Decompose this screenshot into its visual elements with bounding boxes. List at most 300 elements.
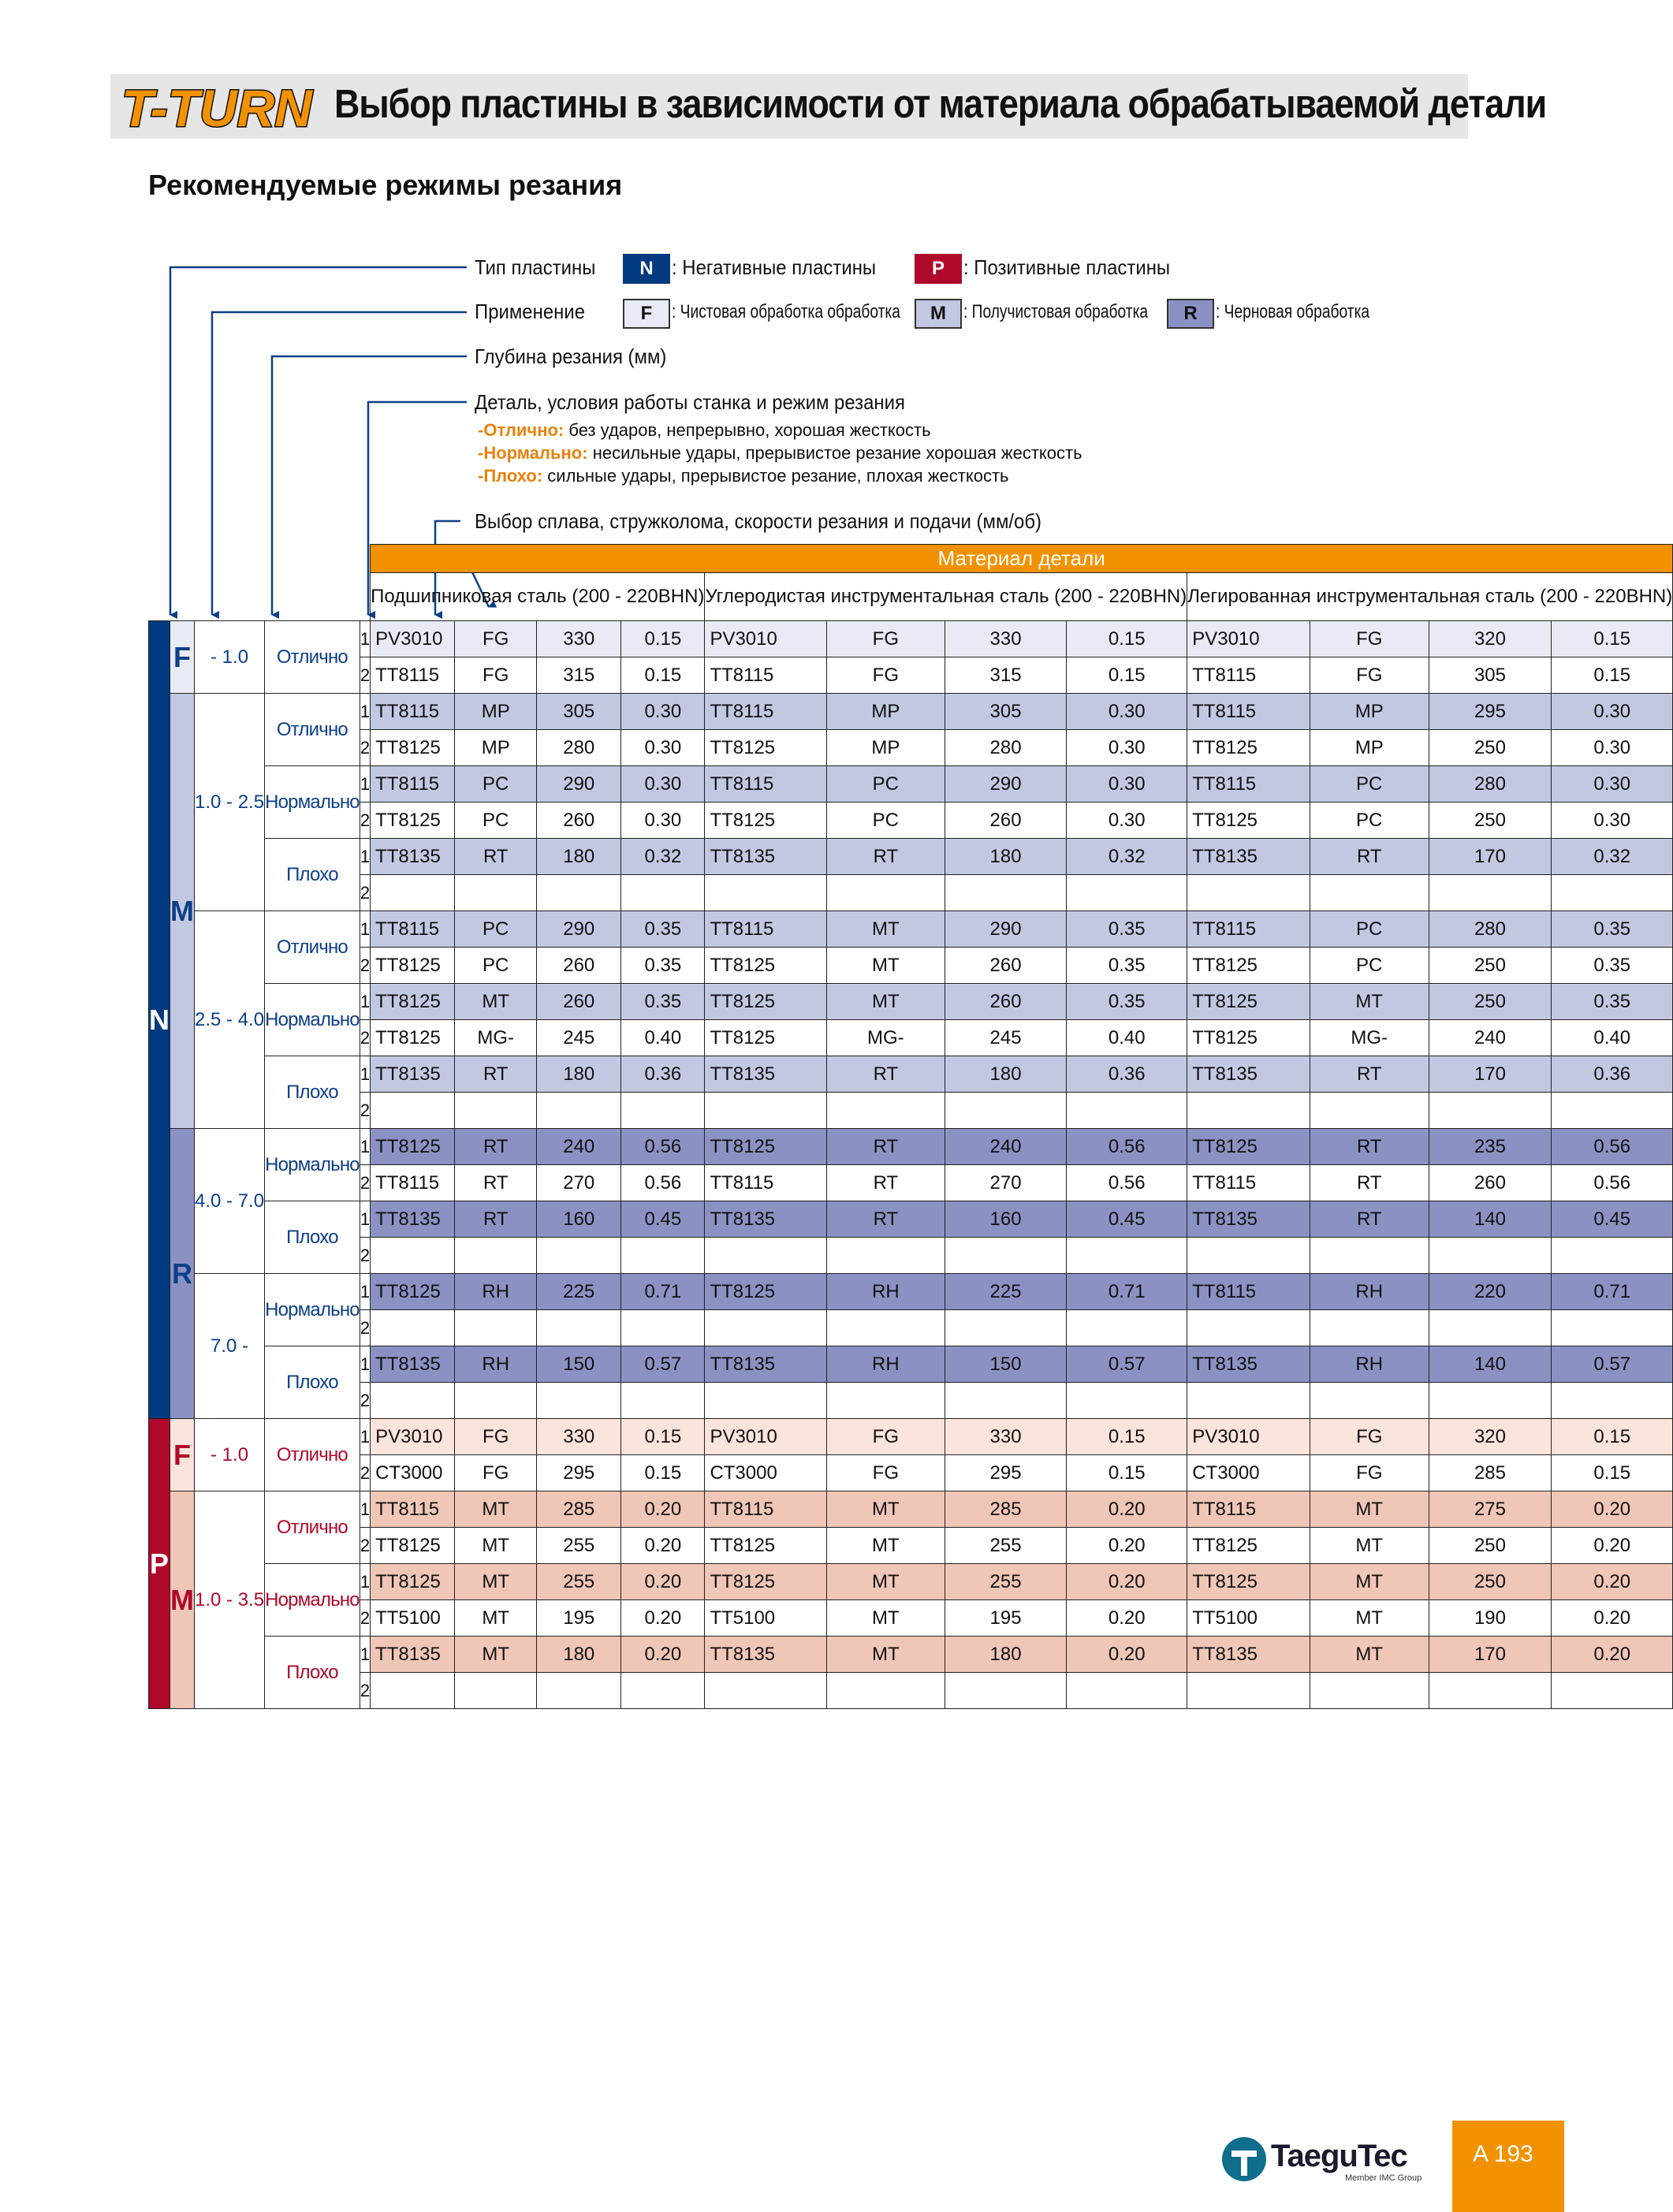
grade-cell: [371, 1238, 455, 1274]
chipbreaker-cell: MG-: [1310, 1020, 1429, 1056]
speed-cell: 225: [945, 1274, 1066, 1310]
chipbreaker-cell: PC: [1310, 766, 1429, 803]
chipbreaker-cell: [455, 1310, 537, 1346]
speed-cell: 255: [945, 1564, 1066, 1600]
feed-cell: 0.20: [1552, 1600, 1673, 1637]
chipbreaker-cell: RT: [455, 1056, 537, 1093]
option-index-cell: 2: [360, 875, 370, 911]
chipbreaker-cell: MT: [826, 1637, 945, 1673]
feed-cell: [1552, 875, 1673, 911]
feed-cell: 0.35: [621, 984, 705, 1020]
speed-cell: 180: [945, 1637, 1066, 1673]
chipbreaker-cell: PC: [826, 766, 945, 803]
chipbreaker-cell: RH: [1310, 1346, 1429, 1383]
speed-cell: 285: [1429, 1455, 1552, 1491]
chipbreaker-cell: MP: [826, 694, 945, 730]
grade-cell: PV3010: [371, 621, 455, 657]
chipbreaker-cell: RT: [826, 1056, 945, 1093]
grade-cell: TT8125: [1187, 1129, 1310, 1165]
feed-cell: 0.20: [621, 1528, 705, 1564]
finish-text: : Чистовая обработка обработка: [672, 301, 900, 322]
feed-cell: 0.15: [1552, 657, 1673, 694]
feed-cell: 0.15: [1552, 1419, 1673, 1455]
grade-cell: TT5100: [705, 1600, 826, 1637]
speed-cell: 295: [537, 1455, 621, 1491]
chipbreaker-cell: PC: [455, 911, 537, 948]
depth-cell: 2.5 - 4.0: [195, 911, 265, 1129]
grade-cell: [705, 1673, 826, 1709]
grade-cell: TT8115: [705, 1491, 826, 1528]
chipbreaker-cell: [1310, 1673, 1429, 1709]
grade-cell: TT8115: [371, 657, 455, 694]
chipbreaker-cell: MT: [1310, 984, 1429, 1020]
speed-cell: 180: [945, 839, 1066, 875]
grade-cell: [1187, 1310, 1310, 1346]
option-index-cell: 2: [360, 1455, 370, 1491]
condition-cell: Плохо: [265, 839, 360, 911]
table-row: [149, 1274, 1673, 1310]
table-row: [149, 1129, 1673, 1165]
application-cell: F: [170, 621, 195, 694]
grade-cell: CT3000: [1187, 1455, 1310, 1491]
condition-cell: Отлично: [265, 1491, 360, 1564]
speed-cell: 275: [1429, 1491, 1552, 1528]
table-row: [149, 839, 1673, 875]
feed-cell: [1067, 875, 1187, 911]
table-row: [149, 1637, 1673, 1673]
option-index-cell: 2: [360, 657, 370, 694]
speed-cell: 150: [537, 1346, 621, 1383]
positive-badge: P: [915, 254, 962, 284]
grade-cell: TT8135: [1187, 1346, 1310, 1383]
feed-cell: 0.20: [621, 1564, 705, 1600]
grade-cell: TT8125: [705, 984, 826, 1020]
condition-cell: Плохо: [265, 1346, 360, 1419]
grade-cell: TT8125: [1187, 730, 1310, 766]
speed-cell: 320: [1429, 1419, 1552, 1455]
grade-cell: TT8135: [705, 1056, 826, 1093]
speed-cell: 260: [537, 803, 621, 839]
chipbreaker-cell: RT: [826, 839, 945, 875]
feed-cell: 0.30: [1552, 803, 1673, 839]
speed-cell: 245: [945, 1020, 1066, 1056]
table-row: [149, 1491, 1673, 1528]
chipbreaker-cell: FG: [455, 657, 537, 694]
feed-cell: 0.40: [1552, 1020, 1673, 1056]
chipbreaker-cell: RH: [826, 1346, 945, 1383]
option-index-cell: 1: [360, 766, 370, 803]
grade-cell: TT8115: [371, 1491, 455, 1528]
grade-cell: TT8115: [1187, 1165, 1310, 1201]
grade-cell: [371, 875, 455, 911]
feed-cell: [1552, 1310, 1673, 1346]
option-index-cell: 2: [360, 948, 370, 984]
option-index-cell: 2: [360, 1600, 370, 1637]
chipbreaker-cell: [826, 875, 945, 911]
grade-cell: PV3010: [705, 621, 826, 657]
speed-cell: [537, 1310, 621, 1346]
grade-cell: [1187, 875, 1310, 911]
speed-cell: 160: [537, 1201, 621, 1238]
chipbreaker-cell: MT: [1310, 1491, 1429, 1528]
chipbreaker-cell: MT: [1310, 1564, 1429, 1600]
material-bearing-steel: Подшипниковая сталь (200 - 220BHN): [371, 573, 705, 621]
speed-cell: 240: [945, 1129, 1066, 1165]
chipbreaker-cell: MG-: [455, 1020, 537, 1056]
grade-cell: PV3010: [1187, 621, 1310, 657]
feed-cell: [1067, 1383, 1187, 1419]
section-subtitle: Рекомендуемые режимы резания: [148, 169, 623, 201]
speed-cell: [1429, 875, 1552, 911]
chipbreaker-cell: [455, 1383, 537, 1419]
chipbreaker-cell: [455, 1673, 537, 1709]
option-index-cell: 1: [360, 1274, 370, 1310]
condition-cell: Нормально: [265, 766, 360, 839]
speed-cell: [537, 1238, 621, 1274]
feed-cell: [1067, 1238, 1187, 1274]
speed-cell: [1429, 1383, 1552, 1419]
grade-cell: TT8135: [371, 1201, 455, 1238]
option-index-cell: 2: [360, 730, 370, 766]
speed-cell: 235: [1429, 1129, 1552, 1165]
chipbreaker-cell: FG: [455, 621, 537, 657]
speed-cell: 315: [945, 657, 1066, 694]
condition-cell: Отлично: [265, 621, 360, 694]
feed-cell: 0.15: [621, 657, 705, 694]
feed-cell: [621, 1093, 705, 1129]
grade-cell: TT8135: [1187, 1637, 1310, 1673]
grade-cell: PV3010: [371, 1419, 455, 1455]
feed-cell: 0.35: [1067, 911, 1187, 948]
feed-cell: 0.20: [1067, 1528, 1187, 1564]
condition-cell: Отлично: [265, 911, 360, 984]
grade-cell: [371, 1673, 455, 1709]
chipbreaker-cell: MT: [826, 1491, 945, 1528]
chipbreaker-cell: RT: [455, 1201, 537, 1238]
feed-cell: 0.20: [1552, 1637, 1673, 1673]
grade-cell: TT8125: [705, 1020, 826, 1056]
material-carbon-tool-steel: Углеродистая инструментальная сталь (200 - 220BHN): [705, 573, 1187, 621]
chipbreaker-cell: RT: [826, 1201, 945, 1238]
speed-cell: 330: [537, 621, 621, 657]
feed-cell: 0.20: [1067, 1637, 1187, 1673]
chipbreaker-cell: RT: [1310, 1056, 1429, 1093]
taegutec-logo: [1220, 2133, 1425, 2185]
feed-cell: 0.30: [621, 730, 705, 766]
table-row: [149, 1383, 1673, 1419]
chipbreaker-cell: MT: [1310, 1600, 1429, 1637]
feed-cell: 0.15: [1067, 621, 1187, 657]
feed-cell: 0.30: [1067, 803, 1187, 839]
speed-cell: 280: [1429, 911, 1552, 948]
grade-cell: TT8125: [1187, 948, 1310, 984]
table-row: [149, 730, 1673, 766]
chipbreaker-cell: MP: [455, 694, 537, 730]
grade-cell: TT8125: [371, 1564, 455, 1600]
grade-cell: TT8125: [705, 948, 826, 984]
option-index-cell: 2: [360, 1528, 370, 1564]
feed-cell: [1552, 1093, 1673, 1129]
grade-cell: [705, 1310, 826, 1346]
speed-cell: 250: [1429, 730, 1552, 766]
material-header: Материал детали: [371, 545, 1673, 573]
grade-cell: TT8115: [705, 766, 826, 803]
grade-cell: TT8125: [371, 1129, 455, 1165]
grade-cell: TT8115: [1187, 1491, 1310, 1528]
chipbreaker-cell: MT: [455, 1564, 537, 1600]
condition-bad: [478, 466, 1009, 486]
speed-cell: 305: [1429, 657, 1552, 694]
brand-name: TaeguTec: [1271, 2139, 1407, 2173]
speed-cell: 255: [945, 1528, 1066, 1564]
chipbreaker-cell: MP: [455, 730, 537, 766]
grade-cell: TT8125: [1187, 1020, 1310, 1056]
depth-cell: - 1.0: [195, 1419, 265, 1491]
feed-cell: [1067, 1673, 1187, 1709]
speed-cell: 250: [1429, 948, 1552, 984]
condition-normal: [478, 443, 1082, 464]
speed-cell: 290: [945, 766, 1066, 803]
chipbreaker-cell: FG: [1310, 657, 1429, 694]
chipbreaker-cell: MG-: [826, 1020, 945, 1056]
chipbreaker-cell: FG: [455, 1455, 537, 1491]
chipbreaker-cell: [826, 1383, 945, 1419]
condition-normal-text: несильные удары, прерывистое резание хорошая жесткость: [592, 443, 1082, 463]
grade-cell: TT5100: [371, 1600, 455, 1637]
chipbreaker-cell: RT: [1310, 1129, 1429, 1165]
grade-cell: TT8115: [1187, 766, 1310, 803]
table-row: [149, 766, 1673, 803]
speed-cell: 250: [1429, 1564, 1552, 1600]
speed-cell: 260: [945, 948, 1066, 984]
grade-cell: PV3010: [1187, 1419, 1310, 1455]
feed-cell: 0.35: [1552, 948, 1673, 984]
grade-cell: TT8125: [371, 948, 455, 984]
speed-cell: 170: [1429, 1056, 1552, 1093]
grade-cell: TT8135: [1187, 839, 1310, 875]
feed-cell: 0.35: [621, 911, 705, 948]
feed-cell: 0.56: [1067, 1129, 1187, 1165]
speed-cell: 140: [1429, 1346, 1552, 1383]
speed-cell: 245: [537, 1020, 621, 1056]
chipbreaker-cell: MT: [455, 1528, 537, 1564]
grade-cell: TT5100: [1187, 1600, 1310, 1637]
feed-cell: [1552, 1238, 1673, 1274]
feed-cell: 0.30: [1552, 730, 1673, 766]
chipbreaker-cell: FG: [1310, 1419, 1429, 1455]
table-row: [149, 1564, 1673, 1600]
condition-bad-key: -Плохо:: [478, 466, 543, 486]
option-index-cell: 1: [360, 1129, 370, 1165]
feed-cell: 0.20: [1067, 1600, 1187, 1637]
speed-cell: 180: [537, 1637, 621, 1673]
grade-cell: TT8125: [371, 1274, 455, 1310]
table-row: [149, 1093, 1673, 1129]
feed-cell: 0.15: [621, 1455, 705, 1491]
option-index-cell: 2: [360, 1020, 370, 1056]
speed-cell: 285: [537, 1491, 621, 1528]
chipbreaker-cell: [1310, 1310, 1429, 1346]
negative-badge: N: [623, 254, 670, 284]
grade-cell: TT8135: [705, 839, 826, 875]
table-row: [149, 1165, 1673, 1201]
feed-cell: 0.20: [1552, 1491, 1673, 1528]
insert-type-cell: N: [149, 621, 170, 1419]
grade-cell: [371, 1310, 455, 1346]
feed-cell: 0.30: [1067, 766, 1187, 803]
feed-cell: 0.40: [1067, 1020, 1187, 1056]
chipbreaker-cell: PC: [1310, 911, 1429, 948]
feed-cell: 0.30: [1552, 766, 1673, 803]
feed-cell: 0.56: [1552, 1165, 1673, 1201]
speed-cell: 170: [1429, 1637, 1552, 1673]
condition-good-text: без ударов, непрерывно, хорошая жесткость: [568, 420, 931, 440]
chipbreaker-cell: PC: [455, 803, 537, 839]
chipbreaker-cell: PC: [1310, 948, 1429, 984]
depth-label: Глубина резания (мм): [475, 344, 667, 368]
chipbreaker-cell: MT: [826, 984, 945, 1020]
grade-cell: [371, 1383, 455, 1419]
feed-cell: 0.20: [1067, 1564, 1187, 1600]
speed-cell: 250: [1429, 984, 1552, 1020]
feed-cell: 0.36: [621, 1056, 705, 1093]
feed-cell: 0.15: [1552, 1455, 1673, 1491]
speed-cell: 240: [537, 1129, 621, 1165]
chipbreaker-cell: RH: [455, 1346, 537, 1383]
option-index-cell: 1: [360, 911, 370, 948]
table-row: [149, 1673, 1673, 1709]
chipbreaker-cell: MT: [826, 1600, 945, 1637]
grade-cell: [705, 875, 826, 911]
grade-cell: [705, 1238, 826, 1274]
feed-cell: 0.20: [621, 1491, 705, 1528]
chipbreaker-cell: FG: [826, 1419, 945, 1455]
chipbreaker-cell: FG: [826, 621, 945, 657]
chipbreaker-cell: MT: [1310, 1528, 1429, 1564]
grade-cell: TT8125: [705, 1129, 826, 1165]
condition-good: [478, 420, 931, 441]
grade-cell: TT8125: [1187, 1564, 1310, 1600]
feed-cell: 0.57: [1067, 1346, 1187, 1383]
chipbreaker-cell: MT: [455, 1491, 537, 1528]
speed-cell: 195: [537, 1600, 621, 1637]
chipbreaker-cell: FG: [1310, 621, 1429, 657]
table-row: [149, 1528, 1673, 1564]
table-row: [149, 1346, 1673, 1383]
feed-cell: 0.71: [621, 1274, 705, 1310]
grade-cell: TT8115: [705, 657, 826, 694]
grade-cell: TT8115: [371, 766, 455, 803]
feed-cell: 0.45: [1552, 1201, 1673, 1238]
speed-cell: 220: [1429, 1274, 1552, 1310]
grade-cell: [1187, 1238, 1310, 1274]
speed-cell: 170: [1429, 839, 1552, 875]
grade-cell: TT8135: [705, 1201, 826, 1238]
grade-cell: TT8125: [1187, 984, 1310, 1020]
feed-cell: 0.30: [621, 694, 705, 730]
option-index-cell: 1: [360, 839, 370, 875]
feed-cell: [621, 1310, 705, 1346]
chipbreaker-cell: MT: [455, 1600, 537, 1637]
speed-cell: 160: [945, 1201, 1066, 1238]
speed-cell: 140: [1429, 1201, 1552, 1238]
chipbreaker-cell: RT: [455, 1165, 537, 1201]
grade-cell: [705, 1093, 826, 1129]
grade-cell: TT8125: [705, 730, 826, 766]
logo-text: T-TURN: [121, 79, 312, 137]
grade-cell: TT8125: [371, 803, 455, 839]
grade-cell: TT8125: [371, 1020, 455, 1056]
chipbreaker-cell: [1310, 1238, 1429, 1274]
feed-cell: 0.56: [1552, 1129, 1673, 1165]
chipbreaker-cell: PC: [455, 948, 537, 984]
chipbreaker-cell: RH: [1310, 1274, 1429, 1310]
condition-good-key: -Отлично:: [478, 420, 564, 440]
option-index-cell: 1: [360, 694, 370, 730]
grade-cell: [1187, 1673, 1310, 1709]
page-number: A 193: [1473, 2141, 1533, 2167]
grade-cell: TT8135: [371, 839, 455, 875]
speed-cell: 295: [945, 1455, 1066, 1491]
speed-cell: 280: [537, 730, 621, 766]
feed-cell: 0.30: [621, 766, 705, 803]
feed-cell: 0.57: [1552, 1346, 1673, 1383]
feed-cell: [1552, 1383, 1673, 1419]
grade-cell: TT8125: [1187, 803, 1310, 839]
chipbreaker-cell: RH: [826, 1274, 945, 1310]
grade-cell: TT8135: [1187, 1201, 1310, 1238]
feed-cell: 0.20: [1552, 1528, 1673, 1564]
insert-type-label: Тип пластины: [475, 255, 596, 279]
grade-cell: TT8125: [705, 1528, 826, 1564]
speed-cell: 305: [945, 694, 1066, 730]
speed-cell: [1429, 1238, 1552, 1274]
grade-cell: TT8135: [1187, 1056, 1310, 1093]
table-row: [149, 1020, 1673, 1056]
page-title: Выбор пластины в зависимости от материала обрабатываемой детали: [334, 81, 1547, 126]
speed-cell: [1429, 1673, 1552, 1709]
feed-cell: 0.45: [621, 1201, 705, 1238]
chipbreaker-cell: [455, 875, 537, 911]
grade-cell: TT8125: [705, 1564, 826, 1600]
grade-cell: TT8135: [705, 1346, 826, 1383]
chipbreaker-cell: [1310, 1093, 1429, 1129]
chipbreaker-cell: [455, 1238, 537, 1274]
table-row: [149, 1238, 1673, 1274]
chipbreaker-cell: RT: [455, 1129, 537, 1165]
speed-cell: [945, 1093, 1066, 1129]
speed-cell: 280: [1429, 766, 1552, 803]
feed-cell: 0.71: [1552, 1274, 1673, 1310]
selection-label: Выбор сплава, стружколома, скорости резания и подачи (мм/об): [475, 509, 1042, 533]
brand-sub: Member IMC Group: [1345, 2173, 1422, 2183]
chipbreaker-cell: MT: [826, 948, 945, 984]
feed-cell: [1067, 1310, 1187, 1346]
speed-cell: 190: [1429, 1600, 1552, 1637]
feed-cell: 0.35: [1067, 984, 1187, 1020]
condition-cell: Нормально: [265, 1564, 360, 1637]
condition-cell: Нормально: [265, 1274, 360, 1346]
chipbreaker-cell: [455, 1093, 537, 1129]
speed-cell: [1429, 1093, 1552, 1129]
application-cell: M: [170, 694, 195, 1129]
grade-cell: TT8125: [705, 803, 826, 839]
speed-cell: 180: [945, 1056, 1066, 1093]
chipbreaker-cell: [1310, 875, 1429, 911]
speed-cell: 255: [537, 1564, 621, 1600]
chipbreaker-cell: RT: [826, 1129, 945, 1165]
speed-cell: [537, 1673, 621, 1709]
